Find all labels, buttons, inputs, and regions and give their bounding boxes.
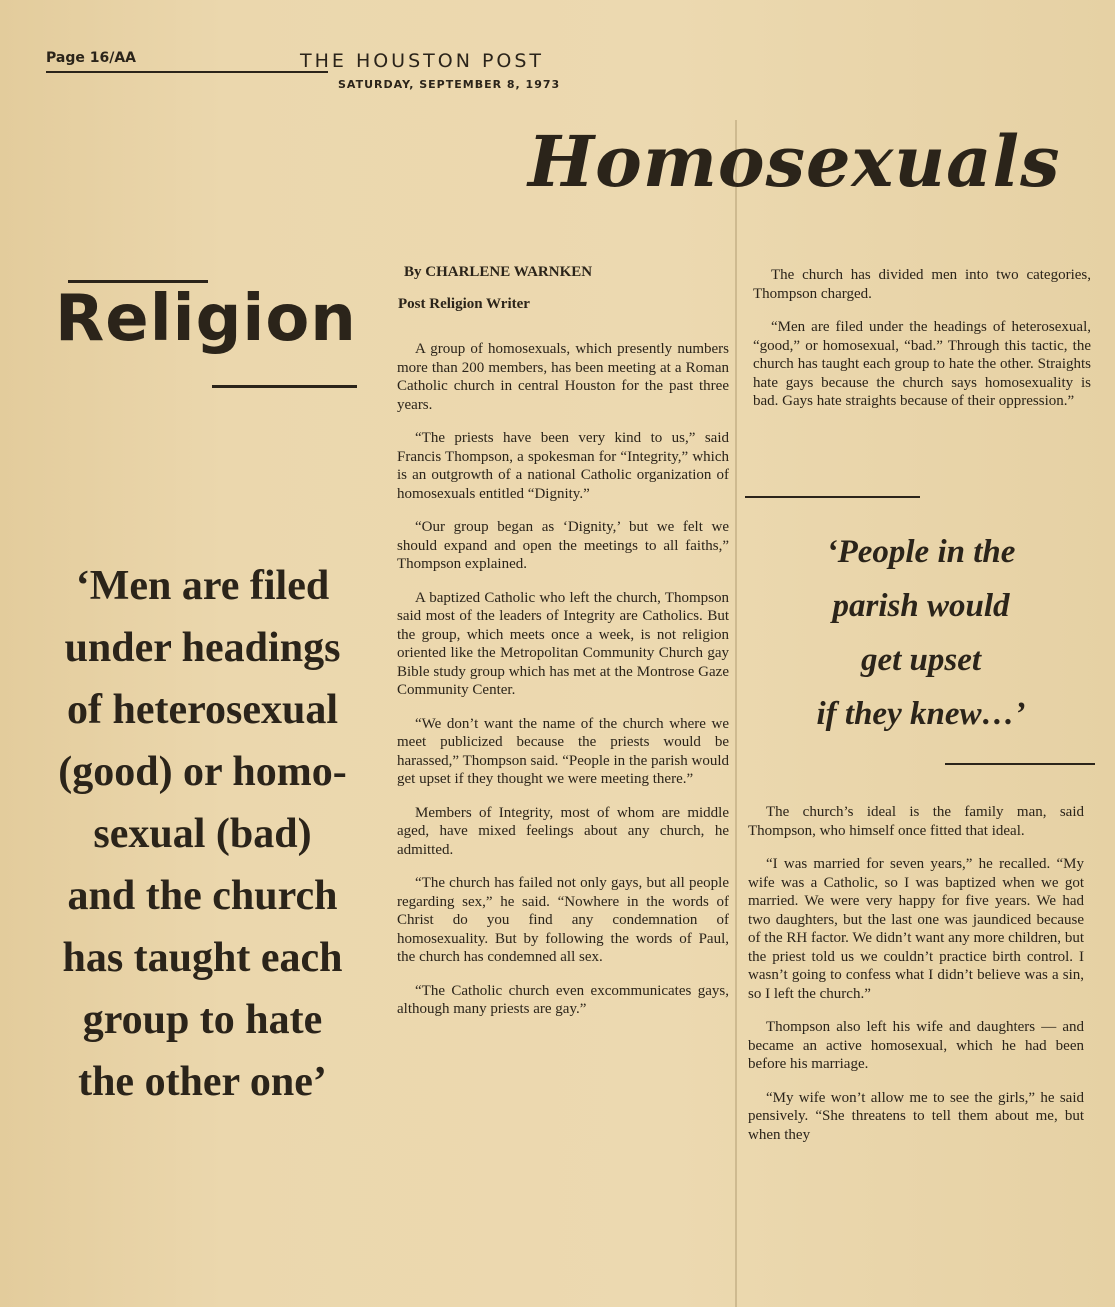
pullquote-line: ‘Men are filed	[75, 563, 330, 609]
article-column-right-bottom	[748, 803, 1084, 1159]
pullquote-line: group to hate	[82, 997, 323, 1043]
pullquote-line: and the church	[67, 873, 338, 919]
paragraph: Members of Integrity, most of whom are middle aged, have mixed feelings about any church, he admitted.	[397, 804, 729, 858]
paragraph: “The priests have been very kind to us,” said Francis Thompson, a spokesman for “Integrity,” which is an outgrowth of a national Catholic organization of homosexuals entitled “Dignity.”	[397, 430, 729, 502]
paragraph: Thompson also left his wife and daughters — and became an active homosexual, which he had been before his marriage.	[748, 1019, 1084, 1072]
article-column-middle	[397, 340, 729, 1034]
paragraph: “I was married for seven years,” he recalled. “My wife was a Catholic, so I was baptized when we got married. We were very happy for five years. We had two daughters, but the last one was jaundiced because of the RH factor. We didn’t want any more children, but the priest told us we couldn’t practice birth control. I wasn’t going to confess what I didn’t believe was a sin, so I left the church.”	[748, 856, 1084, 1002]
pullquote-line: get upset	[860, 642, 982, 678]
paragraph: “We don’t want the name of the church where we meet publicized because the priests would be harassed,” Thompson said. “People in the parish would get upset if they thought we were meeting there.”	[397, 715, 729, 787]
masthead-rule	[46, 71, 328, 73]
paragraph: A baptized Catholic who left the church, Thompson said most of the leaders of Integrity are Catholics. But the group, which meets once a week, is not religion oriented like the Metropolitan Community Church gay Bible study group which has met at the Montrose Gaze Community Center.	[397, 589, 729, 698]
paragraph: “The Catholic church even excommunicates gays, although many priests are gay.”	[397, 982, 729, 1017]
byline: By CHARLENE WARNKEN	[404, 264, 593, 280]
paragraph: The church’s ideal is the family man, said Thompson, who himself once fitted that ideal.	[748, 804, 1084, 839]
paragraph: “Our group began as ‘Dignity,’ but we felt we should expand and open the meetings to all faiths,” Thompson explained.	[397, 519, 729, 572]
section-label: Religion	[55, 282, 357, 356]
writer-title: Post Religion Writer	[398, 296, 530, 312]
pullquote-line: if they knew…’	[816, 696, 1026, 732]
pullquote-line: of heterosexual	[66, 687, 338, 733]
pullquote-right	[752, 525, 1090, 741]
headline: Homosexuals	[528, 120, 1061, 203]
pullquote-line: (good) or homo-	[58, 749, 347, 795]
publication-date: SATURDAY, SEPTEMBER 8, 1973	[338, 78, 561, 91]
paragraph: “The church has failed not only gays, but all people regarding sex,” he said. “Nowhere in the words of Christ do you find any condemnation of homosexuality. But by following the words of Paul, the church has condemned all sex.	[397, 875, 729, 965]
page-number: Page 16/AA	[46, 50, 136, 66]
pullquote-rule-bottom	[945, 763, 1095, 765]
page-fold	[735, 120, 737, 1307]
paragraph: “Men are filed under the headings of heterosexual, “good,” or homosexual, “bad.” Through this tactic, the church has taught each group to hate the other. Straights hate gays because the church says homosexuality is bad. Gays hate straights because of their oppression.”	[753, 319, 1091, 409]
pullquote-line: sexual (bad)	[93, 811, 312, 857]
paragraph: “My wife won’t allow me to see the girls,” he said pensively. “She threatens to tell them about me, but when they	[748, 1089, 1084, 1143]
paper-name: THE HOUSTON POST	[300, 50, 545, 72]
section-rule-bottom	[212, 385, 357, 388]
article-column-right-top	[753, 266, 1091, 426]
pullquote-line: parish would	[832, 588, 1010, 624]
pullquote-line: ‘People in the	[826, 534, 1016, 570]
paragraph: The church has divided men into two categories, Thompson charged.	[753, 267, 1091, 302]
pullquote-line: has taught each	[62, 935, 343, 981]
pullquote-left	[40, 555, 365, 1113]
paragraph: A group of homosexuals, which presently numbers more than 200 members, has been meeting at a Roman Catholic church in central Houston for the past three years.	[397, 341, 729, 413]
pullquote-rule-top	[745, 496, 920, 498]
pullquote-line: under headings	[64, 625, 341, 671]
pullquote-line: the other one’	[78, 1059, 327, 1105]
